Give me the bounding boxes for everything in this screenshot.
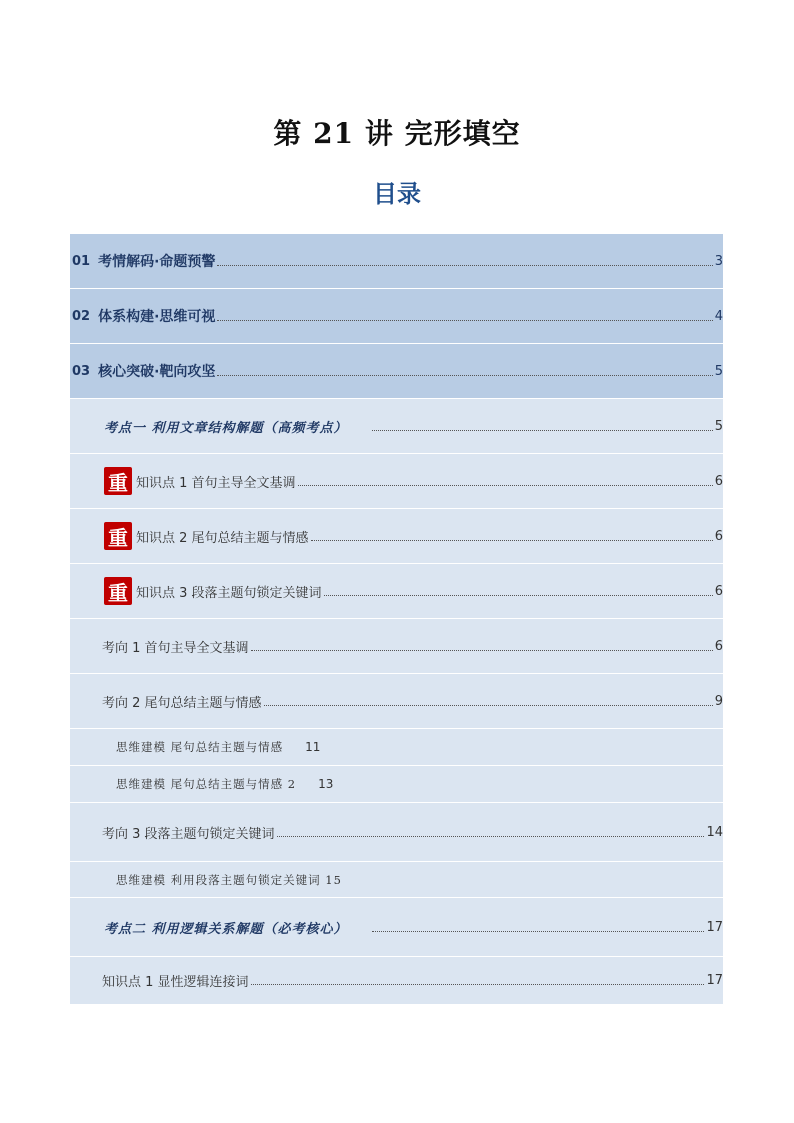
toc-entry-label: 考向 1 首句主导全文基调 (102, 640, 249, 656)
toc-entry-page: 6 (714, 583, 723, 599)
toc-entry-kaodian-2[interactable] (70, 898, 723, 957)
toc-entry-page: 9 (714, 693, 723, 709)
leader-dots (217, 375, 712, 376)
leader-dots (251, 650, 713, 651)
key-point-badge: 重 (104, 577, 132, 605)
toc-entry-number: 02 (72, 308, 91, 324)
leader-dots (324, 595, 713, 596)
toc-entry-model-3[interactable] (70, 862, 723, 898)
leader-dots (311, 540, 713, 541)
toc-entry-direction-3[interactable] (70, 803, 723, 862)
toc-entry-knowledge-logic-1[interactable] (70, 957, 723, 1005)
leader-dots (264, 705, 713, 706)
toc-entry-label: 思维建模 尾句总结主题与情感 (116, 740, 284, 754)
leader-dots (217, 265, 712, 266)
toc-entry-page: 6 (714, 473, 723, 489)
leader-dots (277, 836, 705, 837)
key-point-badge: 重 (104, 467, 132, 495)
leader-dots (251, 984, 705, 985)
leader-dots (372, 430, 713, 431)
toc-entry-page: 5 (714, 418, 723, 434)
toc-entry-knowledge-1[interactable] (70, 454, 723, 509)
leader-dots (372, 931, 705, 932)
toc-entry-label: 知识点 3 段落主题句锁定关键词 (136, 585, 322, 601)
toc-entry-knowledge-3[interactable] (70, 564, 723, 619)
toc-entry-label: 考情解码·命题预警 (98, 254, 216, 270)
toc-entry-page: 4 (714, 308, 723, 324)
toc-entry-label: 思维建模 尾句总结主题与情感 2 (116, 777, 297, 791)
toc-entry-label: 知识点 1 首句主导全文基调 (136, 475, 296, 491)
toc-entry-label: 思维建模 利用段落主题句锁定关键词 15 (116, 872, 342, 887)
toc-entry-page: 6 (714, 528, 723, 544)
toc-entry-label: 考向 3 段落主题句锁定关键词 (102, 826, 275, 842)
toc-entry-page: 13 (318, 777, 334, 791)
toc-entry-03[interactable] (70, 344, 723, 399)
toc-entry-direction-1[interactable] (70, 619, 723, 674)
toc-entry-page: 14 (706, 824, 723, 840)
toc-entry-02[interactable] (70, 289, 723, 344)
toc-entry-page: 6 (714, 638, 723, 654)
toc-entry-model-1[interactable] (70, 729, 723, 766)
key-point-badge: 重 (104, 522, 132, 550)
toc-entry-page: 3 (714, 253, 723, 269)
toc-entry-label: 考点二 利用逻辑关系解题（必考核心） (104, 921, 348, 937)
leader-dots (298, 485, 713, 486)
toc-entry-direction-2[interactable] (70, 674, 723, 729)
toc-entry-01[interactable] (70, 234, 723, 289)
leader-dots (217, 320, 712, 321)
toc-entry-number: 03 (72, 363, 91, 379)
document-title: 第 21 讲 完形填空 (273, 117, 521, 150)
toc-entry-label: 知识点 2 尾句总结主题与情感 (136, 530, 309, 546)
toc-entry-page: 11 (305, 740, 321, 754)
toc-entry-label: 考点一 利用文章结构解题（高频考点） (104, 420, 348, 436)
toc-entry-page: 17 (706, 973, 723, 988)
toc-entry-page: 5 (714, 363, 723, 379)
toc-entry-page: 17 (706, 919, 723, 935)
toc-entry-label: 考向 2 尾句总结主题与情感 (102, 695, 262, 711)
toc-entry-model-2[interactable] (70, 766, 723, 803)
toc-entry-label: 核心突破·靶向攻坚 (98, 364, 216, 380)
toc-entry-number: 01 (72, 253, 91, 269)
toc-entry-knowledge-2[interactable] (70, 509, 723, 564)
toc-entry-label: 知识点 1 显性逻辑连接词 (102, 975, 249, 990)
table-of-contents (70, 234, 723, 1005)
toc-entry-label: 体系构建·思维可视 (98, 309, 216, 325)
toc-heading: 目录 (373, 180, 421, 208)
toc-entry-kaodian-1[interactable] (70, 399, 723, 454)
